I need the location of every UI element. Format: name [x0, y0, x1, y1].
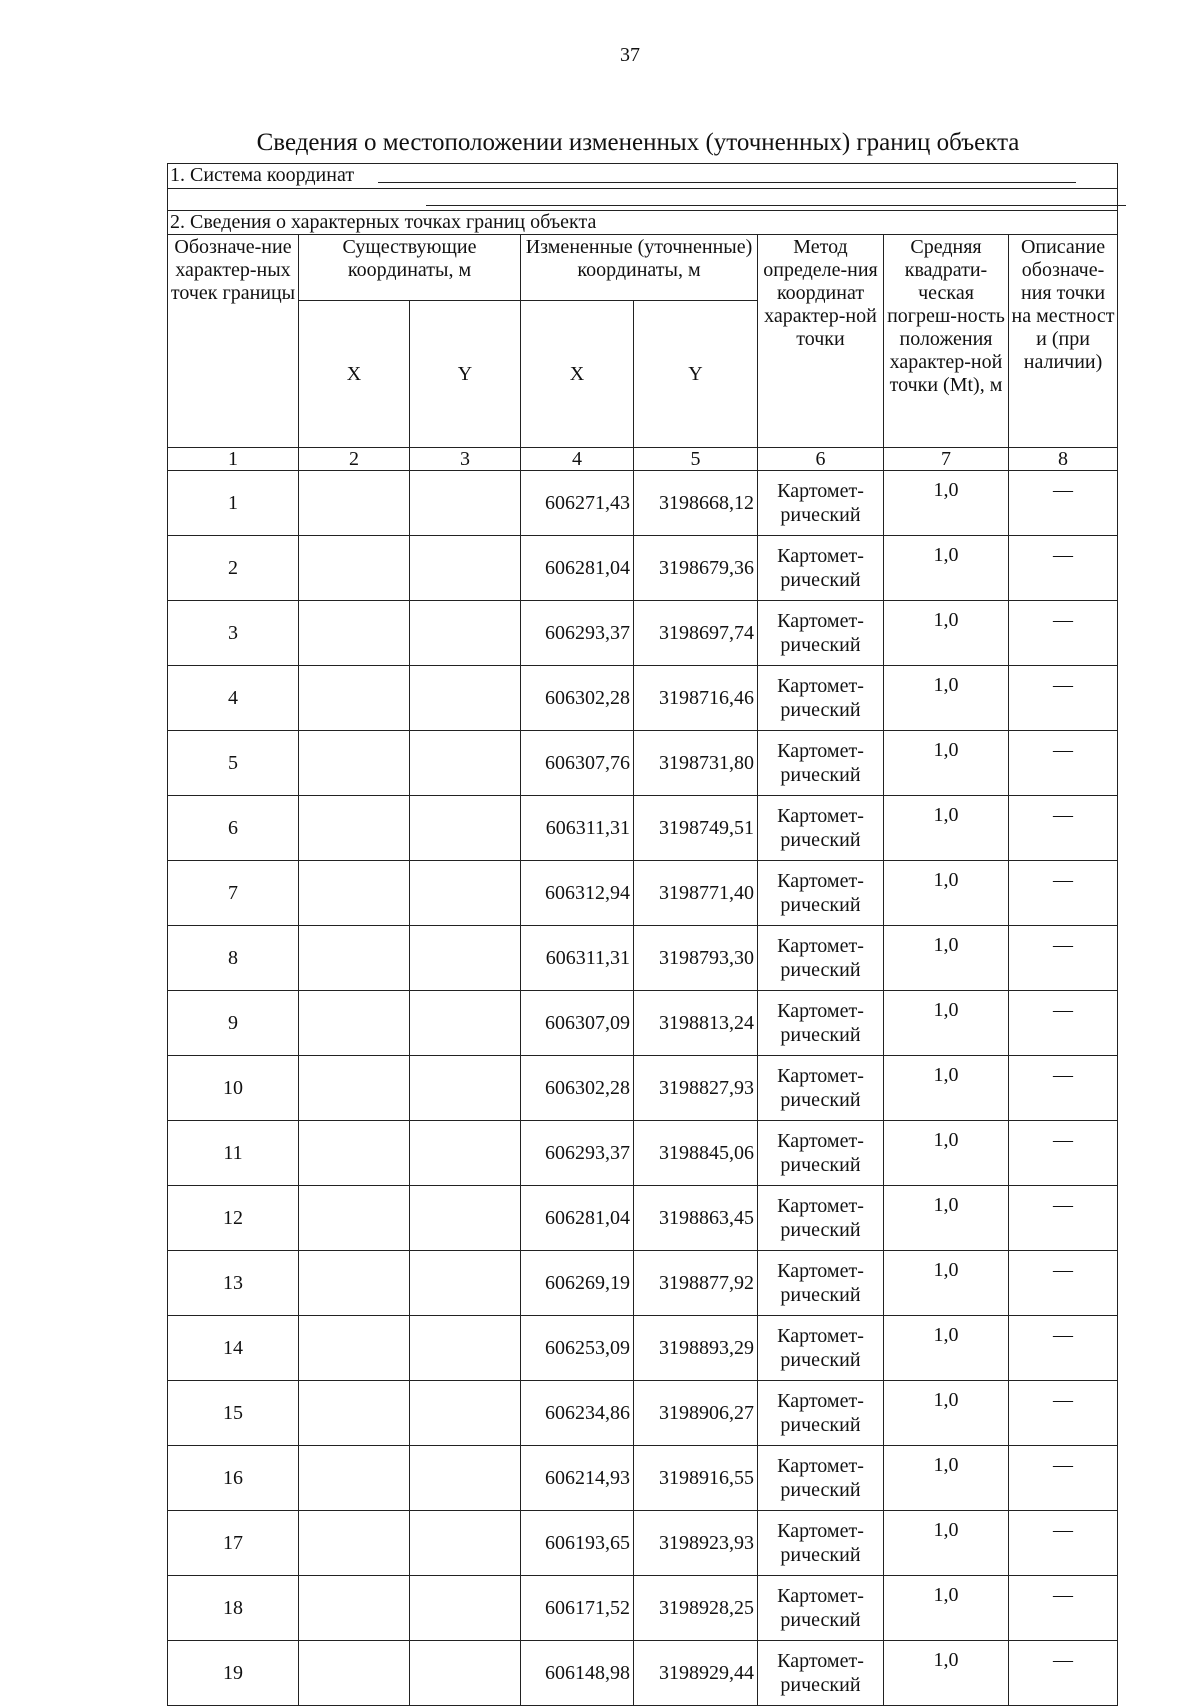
header-existing-coordinates: Существующие координаты, м	[299, 235, 521, 301]
changed-y-cell: 3198679,36	[634, 536, 758, 601]
point-number-cell: 11	[168, 1121, 299, 1186]
point-number-cell: 6	[168, 796, 299, 861]
method-cell: Картомет-рический	[758, 991, 884, 1056]
existing-y-cell	[410, 471, 521, 536]
method-cell: Картомет-рический	[758, 731, 884, 796]
changed-x-cell: 606148,98	[521, 1641, 634, 1706]
table-row	[168, 471, 1118, 536]
point-number-cell: 10	[168, 1056, 299, 1121]
point-number-cell: 2	[168, 536, 299, 601]
method-cell: Картомет-рический	[758, 601, 884, 666]
method-cell: Картомет-рический	[758, 1056, 884, 1121]
coordinate-system-blank-row	[168, 189, 1118, 211]
existing-x-cell	[299, 1121, 410, 1186]
method-cell: Картомет-рический	[758, 471, 884, 536]
changed-x-cell: 606253,09	[521, 1316, 634, 1381]
changed-y-cell: 3198916,55	[634, 1446, 758, 1511]
point-number-cell: 12	[168, 1186, 299, 1251]
description-cell: —	[1009, 1446, 1118, 1511]
point-number-cell: 17	[168, 1511, 299, 1576]
table-row	[168, 1186, 1118, 1251]
mean-square-error-cell: 1,0	[884, 1576, 1009, 1641]
changed-y-cell: 3198771,40	[634, 861, 758, 926]
description-cell: —	[1009, 861, 1118, 926]
point-number-cell: 4	[168, 666, 299, 731]
existing-x-cell	[299, 536, 410, 601]
column-number: 6	[758, 448, 884, 471]
column-number: 7	[884, 448, 1009, 471]
existing-x-cell	[299, 1056, 410, 1121]
existing-x-cell	[299, 1186, 410, 1251]
header-method: Метод определе-ния координат характер-ной точки	[758, 235, 884, 448]
description-cell: —	[1009, 1316, 1118, 1381]
table-row	[168, 1446, 1118, 1511]
header-description: Описание обозначе-ния точки на местност и (при наличии)	[1009, 235, 1118, 448]
existing-x-cell	[299, 666, 410, 731]
existing-y-cell	[410, 926, 521, 991]
changed-y-cell: 3198877,92	[634, 1251, 758, 1316]
point-number-cell: 15	[168, 1381, 299, 1446]
changed-x-cell: 606293,37	[521, 1121, 634, 1186]
method-cell: Картомет-рический	[758, 1641, 884, 1706]
changed-x-cell: 606312,94	[521, 861, 634, 926]
method-cell: Картомет-рический	[758, 926, 884, 991]
changed-x-cell: 606171,52	[521, 1576, 634, 1641]
mean-square-error-cell: 1,0	[884, 926, 1009, 991]
changed-x-cell: 606214,93	[521, 1446, 634, 1511]
table-row	[168, 1641, 1118, 1706]
description-cell: —	[1009, 536, 1118, 601]
document-title: Сведения о местоположении измененных (уточненных) границ объекта	[256, 129, 1020, 156]
description-cell: —	[1009, 796, 1118, 861]
existing-y-cell	[410, 536, 521, 601]
mean-square-error-cell: 1,0	[884, 1186, 1009, 1251]
existing-y-cell	[410, 1576, 521, 1641]
existing-x-cell	[299, 1641, 410, 1706]
changed-y-cell: 3198863,45	[634, 1186, 758, 1251]
existing-x-cell	[299, 926, 410, 991]
table-row	[168, 1576, 1118, 1641]
method-cell: Картомет-рический	[758, 1186, 884, 1251]
existing-x-cell	[299, 796, 410, 861]
existing-y-cell	[410, 601, 521, 666]
existing-x-cell	[299, 1251, 410, 1316]
mean-square-error-cell: 1,0	[884, 1121, 1009, 1186]
point-number-cell: 18	[168, 1576, 299, 1641]
existing-y-cell	[410, 1381, 521, 1446]
method-cell: Картомет-рический	[758, 861, 884, 926]
description-cell: —	[1009, 731, 1118, 796]
table-row	[168, 731, 1118, 796]
header-point-designation: Обозначе-ние характер-ных точек границы	[168, 235, 299, 448]
existing-x-cell	[299, 601, 410, 666]
method-cell: Картомет-рический	[758, 1446, 884, 1511]
point-number-cell: 9	[168, 991, 299, 1056]
coordinate-system-underline	[378, 164, 1076, 183]
description-cell: —	[1009, 926, 1118, 991]
mean-square-error-cell: 1,0	[884, 1056, 1009, 1121]
table-row	[168, 601, 1118, 666]
existing-y-cell	[410, 731, 521, 796]
point-number-cell: 3	[168, 601, 299, 666]
changed-y-cell: 3198749,51	[634, 796, 758, 861]
page-number: 37	[620, 44, 640, 66]
changed-y-cell: 3198793,30	[634, 926, 758, 991]
column-number: 8	[1009, 448, 1118, 471]
section-2-row	[168, 211, 1118, 235]
description-cell: —	[1009, 1381, 1118, 1446]
existing-y-cell	[410, 1121, 521, 1186]
column-number: 4	[521, 448, 634, 471]
existing-x-cell	[299, 1446, 410, 1511]
mean-square-error-cell: 1,0	[884, 1316, 1009, 1381]
existing-y-cell	[410, 1186, 521, 1251]
existing-x-cell	[299, 1576, 410, 1641]
column-numbers-row	[168, 448, 1118, 471]
description-cell: —	[1009, 1641, 1118, 1706]
header-mean-square-error: Средняя квадрати-ческая погреш-ность положения характер-ной точки (Mt), м	[884, 235, 1009, 448]
header-changed-coordinates: Измененные (уточненные) координаты, м	[521, 235, 758, 301]
existing-x-cell	[299, 1316, 410, 1381]
description-cell: —	[1009, 1251, 1118, 1316]
changed-y-cell: 3198929,44	[634, 1641, 758, 1706]
mean-square-error-cell: 1,0	[884, 1251, 1009, 1316]
changed-y-cell: 3198923,93	[634, 1511, 758, 1576]
table-row	[168, 1056, 1118, 1121]
point-number-cell: 19	[168, 1641, 299, 1706]
point-number-cell: 14	[168, 1316, 299, 1381]
existing-x-cell	[299, 1511, 410, 1576]
existing-y-cell	[410, 1446, 521, 1511]
mean-square-error-cell: 1,0	[884, 991, 1009, 1056]
mean-square-error-cell: 1,0	[884, 1641, 1009, 1706]
changed-x-cell: 606193,65	[521, 1511, 634, 1576]
mean-square-error-cell: 1,0	[884, 731, 1009, 796]
changed-x-cell: 606269,19	[521, 1251, 634, 1316]
changed-y-cell: 3198668,12	[634, 471, 758, 536]
changed-y-cell: 3198906,27	[634, 1381, 758, 1446]
existing-y-cell	[410, 796, 521, 861]
changed-x-cell: 606311,31	[521, 926, 634, 991]
table-row	[168, 536, 1118, 601]
method-cell: Картомет-рический	[758, 1316, 884, 1381]
existing-x-cell	[299, 471, 410, 536]
changed-x-cell: 606307,76	[521, 731, 634, 796]
changed-x-cell: 606281,04	[521, 1186, 634, 1251]
changed-x-cell: 606311,31	[521, 796, 634, 861]
boundary-points-table	[167, 163, 1118, 1706]
changed-y-cell: 3198845,06	[634, 1121, 758, 1186]
table-row	[168, 1121, 1118, 1186]
mean-square-error-cell: 1,0	[884, 1511, 1009, 1576]
existing-y-cell	[410, 1056, 521, 1121]
table-row	[168, 1251, 1118, 1316]
point-number-cell: 5	[168, 731, 299, 796]
existing-y-cell	[410, 1251, 521, 1316]
method-cell: Картомет-рический	[758, 666, 884, 731]
changed-x-cell: 606302,28	[521, 666, 634, 731]
mean-square-error-cell: 1,0	[884, 861, 1009, 926]
existing-y-cell	[410, 1316, 521, 1381]
method-cell: Картомет-рический	[758, 796, 884, 861]
point-number-cell: 13	[168, 1251, 299, 1316]
column-number: 2	[299, 448, 410, 471]
changed-y-cell: 3198697,74	[634, 601, 758, 666]
header-changed-y: Y	[634, 301, 758, 448]
table-row	[168, 666, 1118, 731]
existing-x-cell	[299, 991, 410, 1056]
changed-y-cell: 3198893,29	[634, 1316, 758, 1381]
point-number-cell: 7	[168, 861, 299, 926]
method-cell: Картомет-рический	[758, 1511, 884, 1576]
table-row	[168, 796, 1118, 861]
coordinate-system-underline-2	[426, 189, 1126, 206]
existing-x-cell	[299, 731, 410, 796]
changed-y-cell: 3198716,46	[634, 666, 758, 731]
changed-x-cell: 606271,43	[521, 471, 634, 536]
header-row	[168, 235, 1118, 301]
changed-y-cell: 3198813,24	[634, 991, 758, 1056]
mean-square-error-cell: 1,0	[884, 796, 1009, 861]
description-cell: —	[1009, 666, 1118, 731]
description-cell: —	[1009, 1511, 1118, 1576]
changed-x-cell: 606293,37	[521, 601, 634, 666]
boundary-points-sheet	[167, 163, 1117, 1706]
mean-square-error-cell: 1,0	[884, 471, 1009, 536]
header-changed-x: X	[521, 301, 634, 448]
changed-x-cell: 606281,04	[521, 536, 634, 601]
description-cell: —	[1009, 1121, 1118, 1186]
coordinate-system-label: 1. Система координат	[170, 164, 355, 186]
method-cell: Картомет-рический	[758, 1381, 884, 1446]
existing-y-cell	[410, 861, 521, 926]
mean-square-error-cell: 1,0	[884, 1446, 1009, 1511]
description-cell: —	[1009, 471, 1118, 536]
changed-y-cell: 3198731,80	[634, 731, 758, 796]
method-cell: Картомет-рический	[758, 536, 884, 601]
description-cell: —	[1009, 1576, 1118, 1641]
table-row	[168, 1381, 1118, 1446]
existing-y-cell	[410, 991, 521, 1056]
table-row	[168, 1316, 1118, 1381]
table-row	[168, 1511, 1118, 1576]
existing-y-cell	[410, 666, 521, 731]
table-row	[168, 991, 1118, 1056]
column-number: 3	[410, 448, 521, 471]
mean-square-error-cell: 1,0	[884, 536, 1009, 601]
point-number-cell: 8	[168, 926, 299, 991]
mean-square-error-cell: 1,0	[884, 666, 1009, 731]
description-cell: —	[1009, 601, 1118, 666]
column-number: 1	[168, 448, 299, 471]
method-cell: Картомет-рический	[758, 1576, 884, 1641]
existing-x-cell	[299, 861, 410, 926]
section-2-label: 2. Сведения о характерных точках границ объекта	[168, 211, 1118, 235]
method-cell: Картомет-рический	[758, 1121, 884, 1186]
description-cell: —	[1009, 1186, 1118, 1251]
point-number-cell: 1	[168, 471, 299, 536]
existing-y-cell	[410, 1641, 521, 1706]
description-cell: —	[1009, 991, 1118, 1056]
table-row	[168, 926, 1118, 991]
column-number: 5	[634, 448, 758, 471]
description-cell: —	[1009, 1056, 1118, 1121]
mean-square-error-cell: 1,0	[884, 1381, 1009, 1446]
changed-y-cell: 3198827,93	[634, 1056, 758, 1121]
header-existing-y: Y	[410, 301, 521, 448]
existing-x-cell	[299, 1381, 410, 1446]
table-row	[168, 861, 1118, 926]
existing-y-cell	[410, 1511, 521, 1576]
changed-x-cell: 606234,86	[521, 1381, 634, 1446]
changed-x-cell: 606307,09	[521, 991, 634, 1056]
point-number-cell: 16	[168, 1446, 299, 1511]
changed-x-cell: 606302,28	[521, 1056, 634, 1121]
header-existing-x: X	[299, 301, 410, 448]
mean-square-error-cell: 1,0	[884, 601, 1009, 666]
coordinate-system-row	[168, 164, 1118, 189]
changed-y-cell: 3198928,25	[634, 1576, 758, 1641]
method-cell: Картомет-рический	[758, 1251, 884, 1316]
